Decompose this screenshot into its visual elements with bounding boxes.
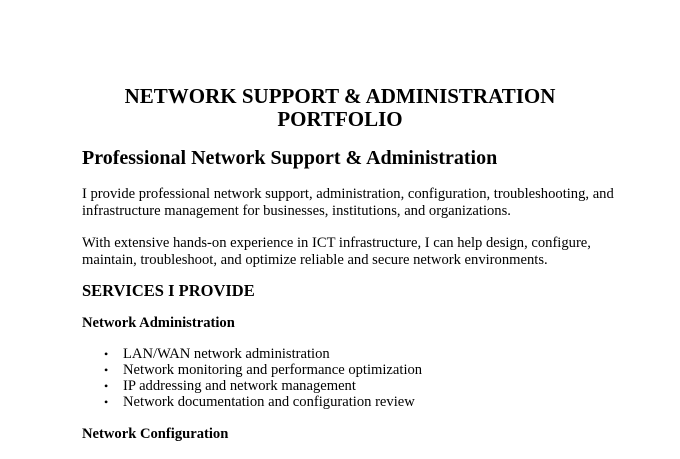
list-item-text: LAN/WAN network administration (123, 346, 330, 362)
list-item-text: Network documentation and configuration review (123, 394, 415, 410)
services-heading: SERVICES I PROVIDE (82, 281, 255, 300)
experience-paragraph: With extensive hands-on experience in ICT infrastructure, I can help design, configure, maintain, troubleshoot, and optimize reliable and secure network environments. (82, 235, 591, 268)
document-title-line-2: PORTFOLIO (277, 107, 403, 131)
bullet-icon: • (104, 363, 109, 377)
subsection-heading-network-administration: Network Administration (82, 315, 235, 331)
list-item-text: Network monitoring and performance optimization (123, 362, 423, 378)
bullet-icon: • (104, 395, 109, 409)
list-item-text: IP addressing and network management (123, 378, 356, 394)
document-title-line-1: NETWORK SUPPORT & ADMINISTRATION (124, 84, 556, 108)
bullet-icon: • (104, 379, 109, 393)
bullet-icon: • (104, 347, 109, 361)
subsection-heading-network-configuration: Network Configuration (82, 426, 229, 442)
intro-paragraph: I provide professional network support, administration, configuration, troubleshooting, and infrastructure management for businesses, institutions, and organizations. (82, 186, 614, 219)
section-heading: Professional Network Support & Administration (82, 147, 498, 169)
